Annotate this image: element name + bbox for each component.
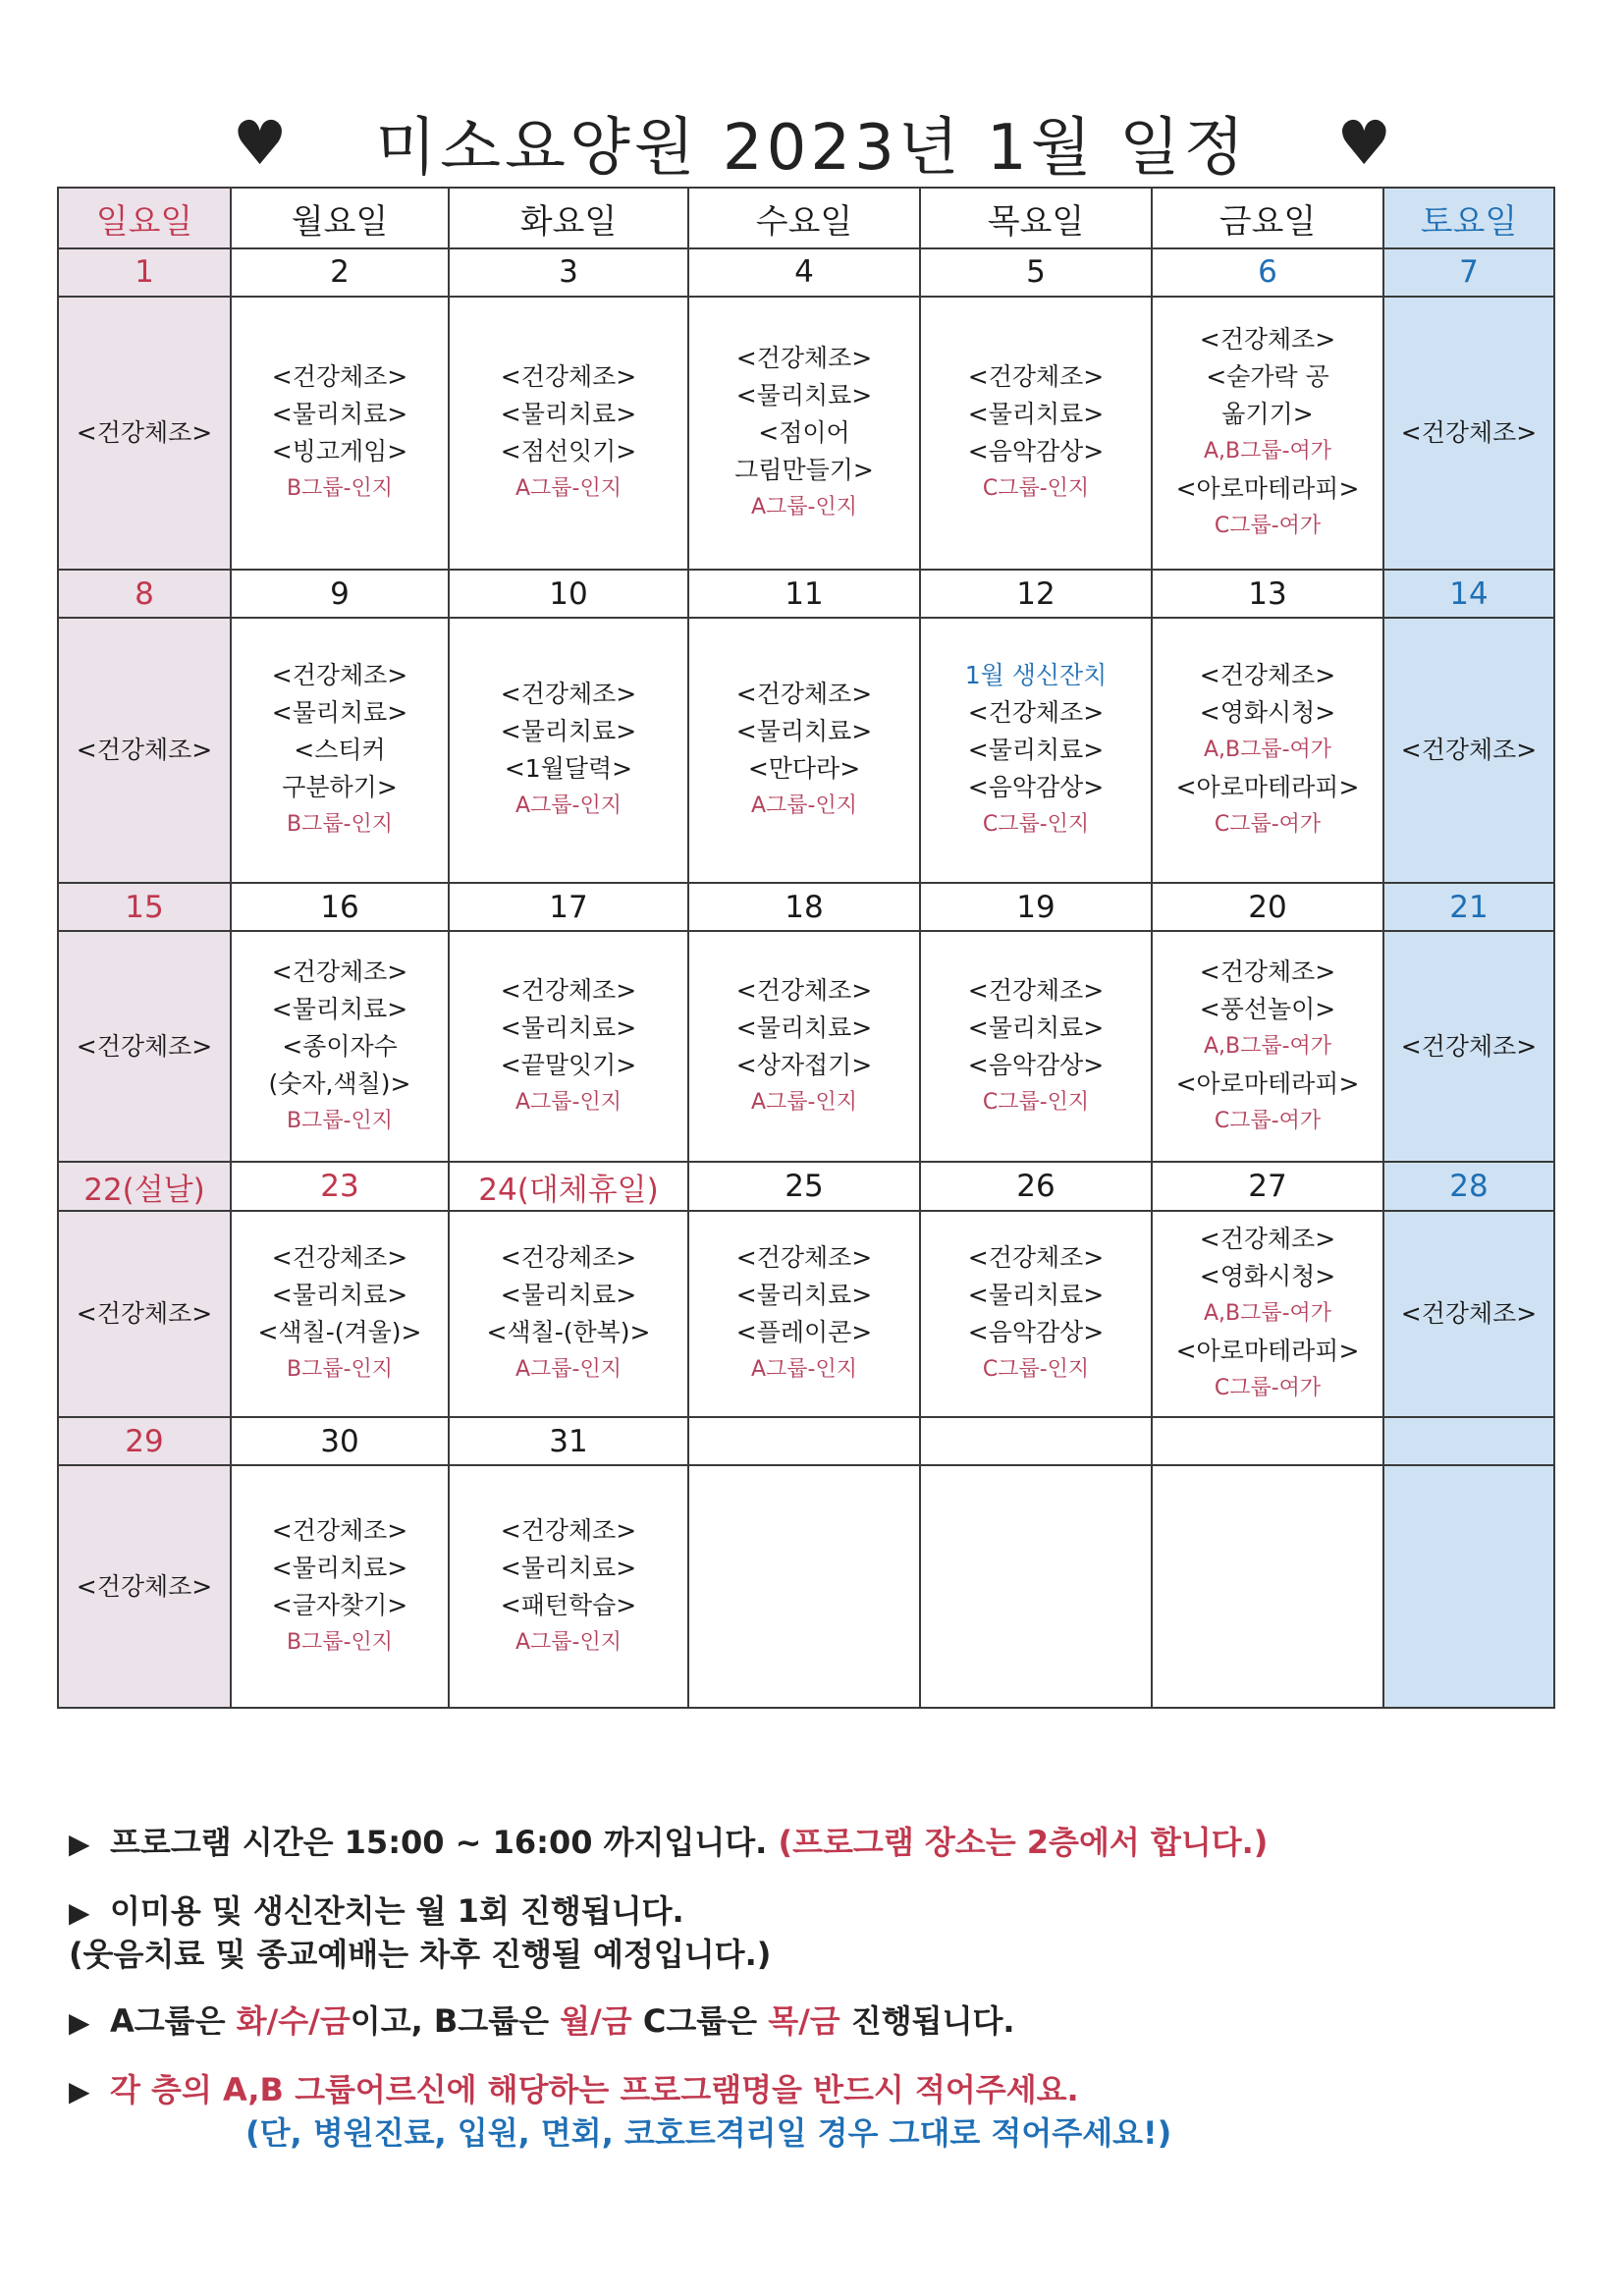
date-number-sun: 15 xyxy=(58,883,231,931)
program-item: <물리치료> xyxy=(271,698,408,728)
program-item: <건강체조> xyxy=(1199,1225,1336,1254)
weekday-saturday: 토요일 xyxy=(1383,188,1554,248)
program-item: <상자접기> xyxy=(735,1050,873,1079)
date-number-sun: 1 xyxy=(58,248,231,297)
program-item: <물리치료> xyxy=(735,1012,873,1042)
day-cell-sat xyxy=(1383,297,1554,570)
group-label: B그룹-인지 xyxy=(286,812,394,838)
program-item: <플레이콘> xyxy=(735,1318,873,1347)
date-number-wed: 25 xyxy=(688,1162,920,1211)
program-item: <영화시청> xyxy=(1199,1262,1336,1291)
day-cell-mon xyxy=(231,1465,449,1708)
day-cell-tue xyxy=(449,931,688,1162)
program-item: <건강체조> xyxy=(76,1031,213,1061)
date-number-tue: 17 xyxy=(449,883,688,931)
program-item: 그림만들기> xyxy=(734,456,874,485)
day-cell-mon xyxy=(231,297,449,570)
arrow-right-icon: ▶ xyxy=(69,1896,90,1929)
program-item: <건강체조> xyxy=(500,362,637,392)
weekday-header-row xyxy=(58,188,1554,248)
group-label: B그룹-인지 xyxy=(286,1629,394,1655)
program-item: <음악감상> xyxy=(967,773,1105,802)
program-item: <색칠-(겨울)> xyxy=(257,1318,422,1347)
date-number-thu: 19 xyxy=(920,883,1152,931)
date-number-tue: 3 xyxy=(449,248,688,297)
date-number-tue: 10 xyxy=(449,570,688,618)
day-cell-fri xyxy=(1152,1465,1383,1708)
day-cell-thu xyxy=(920,618,1152,883)
program-item: <건강체조> xyxy=(1400,1031,1538,1061)
date-row xyxy=(58,570,1554,618)
program-item: <물리치료> xyxy=(735,381,873,410)
day-cell-sat xyxy=(1383,618,1554,883)
program-item: <건강체조> xyxy=(76,418,213,448)
day-cell-sat xyxy=(1383,1465,1554,1708)
program-item: <색칠-(한복)> xyxy=(486,1318,651,1347)
page-title xyxy=(0,93,1624,191)
schedule-row xyxy=(58,618,1554,883)
program-item: <건강체조> xyxy=(1199,661,1336,690)
schedule-row xyxy=(58,931,1554,1162)
program-item: 옮기기> xyxy=(1221,400,1314,429)
date-number-tue: 24(대체휴일) xyxy=(449,1162,688,1211)
program-item: <물리치료> xyxy=(500,717,637,746)
program-item: 구분하기> xyxy=(282,773,398,802)
schedule-row xyxy=(58,1465,1554,1708)
program-item: <풍선놀이> xyxy=(1199,994,1336,1023)
day-cell-wed xyxy=(688,1465,920,1708)
note-events xyxy=(69,1890,1561,1975)
day-cell-thu xyxy=(920,1211,1152,1417)
program-item: <건강체조> xyxy=(500,1243,637,1273)
date-number-fri: 13 xyxy=(1152,570,1383,618)
program-item: <건강체조> xyxy=(271,957,408,986)
program-item: <건강체조> xyxy=(967,698,1105,728)
program-item: <물리치료> xyxy=(967,736,1105,765)
program-item: <물리치료> xyxy=(500,400,637,429)
group-b-days: 월/금 xyxy=(560,2002,632,2040)
group-label: C그룹-여가 xyxy=(1214,1376,1322,1401)
program-item: <음악감상> xyxy=(967,437,1105,466)
day-cell-sun xyxy=(58,618,231,883)
day-cell-wed xyxy=(688,618,920,883)
program-item: <끝말잇기> xyxy=(500,1050,637,1079)
date-number-thu: 5 xyxy=(920,248,1152,297)
weekday-wednesday: 수요일 xyxy=(688,188,920,248)
notes-section xyxy=(69,1822,1561,2179)
program-item: <물리치료> xyxy=(271,400,408,429)
calendar-body xyxy=(58,248,1554,1708)
weekday-sunday: 일요일 xyxy=(58,188,231,248)
program-item: <물리치료> xyxy=(967,1012,1105,1042)
group-label: A그룹-인지 xyxy=(751,1357,857,1383)
program-item: <건강체조> xyxy=(271,1243,408,1273)
date-number-sat: 21 xyxy=(1383,883,1554,931)
program-item: <건강체조> xyxy=(735,680,873,709)
note-exception-text: (단, 병원진료, 입원, 면회, 코호트격리일 경우 그대로 적어주세요!) xyxy=(245,2114,1172,2152)
group-label: C그룹-인지 xyxy=(982,1089,1090,1115)
date-number-fri: 6 xyxy=(1152,248,1383,297)
day-cell-sun xyxy=(58,297,231,570)
date-number-sat: 28 xyxy=(1383,1162,1554,1211)
heart-icon: ♥ xyxy=(232,106,288,179)
day-cell-sun xyxy=(58,931,231,1162)
date-row xyxy=(58,248,1554,297)
date-number-mon: 16 xyxy=(231,883,449,931)
date-row xyxy=(58,1162,1554,1211)
program-item: <건강체조> xyxy=(967,975,1105,1005)
group-label: A,B그룹-여가 xyxy=(1203,1301,1332,1327)
group-label: B그룹-인지 xyxy=(286,476,394,502)
weekday-monday: 월요일 xyxy=(231,188,449,248)
program-item: <건강체조> xyxy=(967,362,1105,392)
arrow-right-icon: ▶ xyxy=(69,1828,90,1860)
day-cell-fri xyxy=(1152,1211,1383,1417)
group-label: C그룹-인지 xyxy=(982,812,1090,838)
day-cell-wed xyxy=(688,297,920,570)
date-row xyxy=(58,883,1554,931)
program-item: <건강체조> xyxy=(500,680,637,709)
day-cell-mon xyxy=(231,931,449,1162)
schedule-row xyxy=(58,297,1554,570)
program-item: <건강체조> xyxy=(271,1515,408,1545)
program-item: <글자찾기> xyxy=(271,1590,408,1619)
date-number-wed: 4 xyxy=(688,248,920,297)
group-label: A그룹-인지 xyxy=(751,495,857,520)
program-item: <물리치료> xyxy=(500,1553,637,1582)
program-item: <건강체조> xyxy=(76,1299,213,1329)
program-item: <숟가락 공 xyxy=(1206,362,1329,392)
group-label: A,B그룹-여가 xyxy=(1203,439,1332,465)
program-item: <건강체조> xyxy=(76,1571,213,1601)
program-item: <건강체조> xyxy=(1199,325,1336,355)
date-number-wed: 11 xyxy=(688,570,920,618)
program-item: <빙고게임> xyxy=(271,437,408,466)
group-label: A그룹-인지 xyxy=(751,793,857,819)
schedule-row xyxy=(58,1211,1554,1417)
group-label: B그룹-인지 xyxy=(286,1357,394,1383)
group-label: C그룹-인지 xyxy=(982,1357,1090,1383)
group-label: A,B그룹-여가 xyxy=(1203,1033,1332,1059)
date-number-mon: 9 xyxy=(231,570,449,618)
group-label: A그룹-인지 xyxy=(515,1089,622,1115)
program-item: <건강체조> xyxy=(735,1243,873,1273)
program-item: <패턴학습> xyxy=(500,1590,637,1619)
note-text: 프로그램 시간은 15:00 ~ 16:00 까지입니다. xyxy=(110,1824,779,1861)
day-cell-thu xyxy=(920,1465,1152,1708)
group-label: C그룹-인지 xyxy=(982,476,1090,502)
day-cell-wed xyxy=(688,931,920,1162)
note-text: (웃음치료 및 종교예배는 차후 진행될 예정입니다.) xyxy=(69,1936,772,1973)
note-instruction xyxy=(69,2069,1561,2154)
date-number-mon: 2 xyxy=(231,248,449,297)
program-item: <물리치료> xyxy=(271,1281,408,1310)
day-cell-tue xyxy=(449,618,688,883)
weekday-friday: 금요일 xyxy=(1152,188,1383,248)
group-label: A그룹-인지 xyxy=(515,1357,622,1383)
group-label: A,B그룹-여가 xyxy=(1203,738,1332,763)
program-item: <만다라> xyxy=(747,754,861,784)
program-item: <아로마테라피> xyxy=(1175,1068,1360,1098)
note-text: A그룹은 xyxy=(110,2002,237,2040)
note-location: (프로그램 장소는 2층에서 합니다.) xyxy=(778,1824,1269,1861)
date-number-fri: 27 xyxy=(1152,1162,1383,1211)
group-label: A그룹-인지 xyxy=(515,476,622,502)
day-cell-fri xyxy=(1152,297,1383,570)
program-item: <1월달력> xyxy=(504,754,633,784)
program-item: <건강체조> xyxy=(967,1243,1105,1273)
calendar-table xyxy=(57,187,1555,1709)
day-cell-sat xyxy=(1383,931,1554,1162)
day-cell-sun xyxy=(58,1465,231,1708)
date-number-sun: 29 xyxy=(58,1417,231,1465)
day-cell-mon xyxy=(231,618,449,883)
arrow-right-icon: ▶ xyxy=(69,2075,90,2107)
group-a-days: 화/수/금 xyxy=(236,2002,351,2040)
program-item: <건강체조> xyxy=(735,344,873,373)
date-number-wed xyxy=(688,1417,920,1465)
date-number-sun: 22(설날) xyxy=(58,1162,231,1211)
date-row xyxy=(58,1417,1554,1465)
date-number-thu: 26 xyxy=(920,1162,1152,1211)
arrow-right-icon: ▶ xyxy=(69,2006,90,2039)
date-number-sun: 8 xyxy=(58,570,231,618)
group-c-days: 목/금 xyxy=(768,2002,840,2040)
group-label: C그룹-여가 xyxy=(1214,1108,1322,1133)
note-groups xyxy=(69,2000,1561,2044)
day-cell-fri xyxy=(1152,931,1383,1162)
program-item: <건강체조> xyxy=(1400,736,1538,765)
program-item: <점선잇기> xyxy=(500,437,637,466)
program-item: <아로마테라피> xyxy=(1175,1337,1360,1366)
date-number-sat: 14 xyxy=(1383,570,1554,618)
note-text: 진행됩니다. xyxy=(839,2002,1015,2040)
program-item: <건강체조> xyxy=(271,362,408,392)
day-cell-sun xyxy=(58,1211,231,1417)
date-number-thu xyxy=(920,1417,1152,1465)
day-cell-tue xyxy=(449,1465,688,1708)
date-number-sat xyxy=(1383,1417,1554,1465)
program-item: <건강체조> xyxy=(76,736,213,765)
program-item: <물리치료> xyxy=(271,1553,408,1582)
day-cell-sat xyxy=(1383,1211,1554,1417)
program-item: <음악감상> xyxy=(967,1318,1105,1347)
program-item: <물리치료> xyxy=(967,400,1105,429)
program-item: <물리치료> xyxy=(735,717,873,746)
day-cell-mon xyxy=(231,1211,449,1417)
note-instruction-text: 각 층의 A,B 그룹어르신에 해당하는 프로그램명을 반드시 적어주세요. xyxy=(110,2071,1079,2108)
group-label: A그룹-인지 xyxy=(515,1629,622,1655)
program-item: <물리치료> xyxy=(967,1281,1105,1310)
group-label: A그룹-인지 xyxy=(751,1089,857,1115)
date-number-fri xyxy=(1152,1417,1383,1465)
group-label: C그룹-여가 xyxy=(1214,812,1322,838)
program-item: <건강체조> xyxy=(500,1515,637,1545)
program-item: <물리치료> xyxy=(500,1012,637,1042)
date-number-thu: 12 xyxy=(920,570,1152,618)
program-item: <스티커 xyxy=(294,736,386,765)
program-item: <물리치료> xyxy=(500,1281,637,1310)
program-item: <물리치료> xyxy=(735,1281,873,1310)
note-text: C그룹은 xyxy=(631,2002,769,2040)
program-item: <점이어 xyxy=(758,418,850,448)
program-item: <아로마테라피> xyxy=(1175,474,1360,504)
day-cell-wed xyxy=(688,1211,920,1417)
date-number-mon: 23 xyxy=(231,1162,449,1211)
event-label: 1월 생신잔치 xyxy=(964,661,1108,690)
note-text: 이미용 및 생신잔치는 월 1회 진행됩니다. xyxy=(110,1892,684,1930)
heart-icon: ♥ xyxy=(1336,106,1392,179)
program-item: <건강체조> xyxy=(1199,957,1336,986)
day-cell-tue xyxy=(449,297,688,570)
program-item: <종이자수 xyxy=(282,1031,398,1061)
program-item: <건강체조> xyxy=(1400,418,1538,448)
group-label: B그룹-인지 xyxy=(286,1108,394,1133)
group-label: C그룹-여가 xyxy=(1214,514,1322,539)
title-text: 미소요양원 2023년 1월 일정 xyxy=(375,112,1249,185)
weekday-thursday: 목요일 xyxy=(920,188,1152,248)
day-cell-tue xyxy=(449,1211,688,1417)
day-cell-thu xyxy=(920,297,1152,570)
program-item: <건강체조> xyxy=(271,661,408,690)
program-item: <아로마테라피> xyxy=(1175,773,1360,802)
day-cell-thu xyxy=(920,931,1152,1162)
program-item: <건강체조> xyxy=(735,975,873,1005)
program-item: (숫자,색칠)> xyxy=(268,1068,411,1098)
date-number-tue: 31 xyxy=(449,1417,688,1465)
program-item: <영화시청> xyxy=(1199,698,1336,728)
group-label: A그룹-인지 xyxy=(515,793,622,819)
date-number-fri: 20 xyxy=(1152,883,1383,931)
program-item: <음악감상> xyxy=(967,1050,1105,1079)
note-program-time xyxy=(69,1822,1561,1865)
program-item: <물리치료> xyxy=(271,994,408,1023)
date-number-wed: 18 xyxy=(688,883,920,931)
note-text: 이고, B그룹은 xyxy=(350,2002,561,2040)
weekday-tuesday: 화요일 xyxy=(449,188,688,248)
date-number-mon: 30 xyxy=(231,1417,449,1465)
date-number-sat: 7 xyxy=(1383,248,1554,297)
day-cell-fri xyxy=(1152,618,1383,883)
program-item: <건강체조> xyxy=(500,975,637,1005)
program-item: <건강체조> xyxy=(1400,1299,1538,1329)
